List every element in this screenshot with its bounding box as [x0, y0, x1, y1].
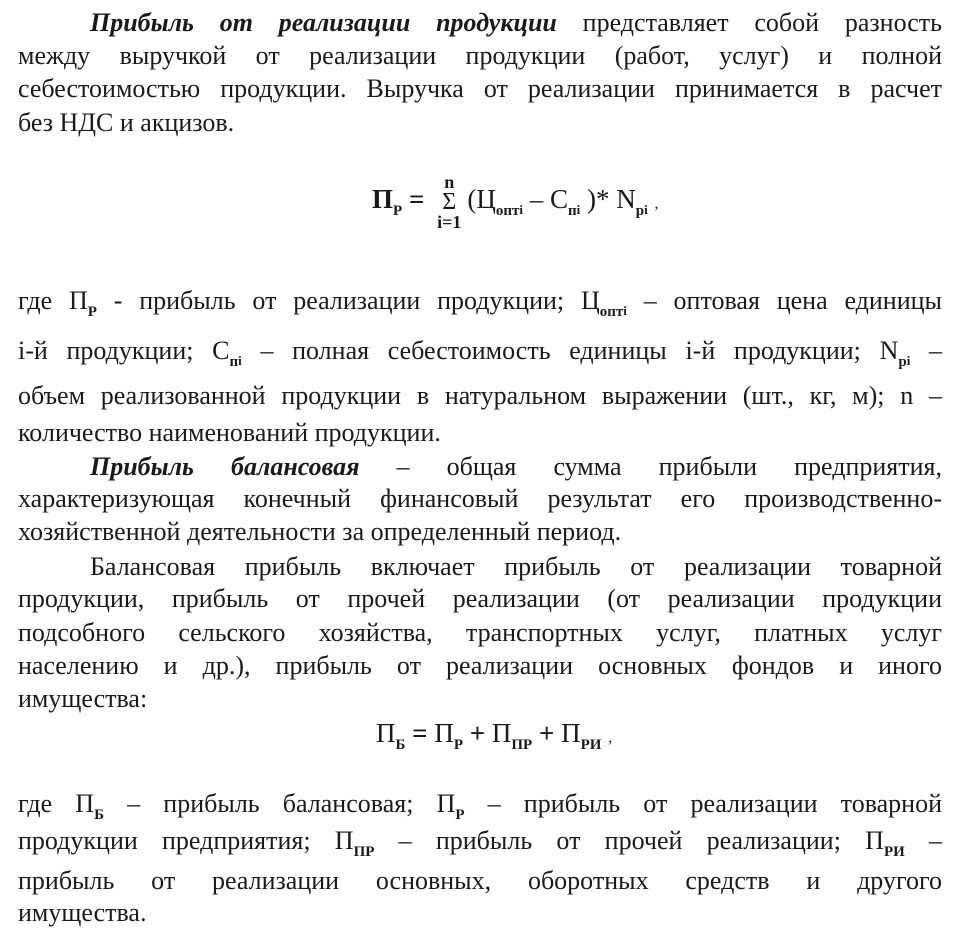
text-segment: – прибыль от реализации товарной — [464, 789, 943, 818]
text-line — [18, 8, 942, 38]
text-segment: – прибыль от прочей реализации; — [374, 826, 866, 855]
text-line — [18, 684, 942, 714]
text-line — [18, 898, 942, 928]
text-segment: населению и др.), прибыль от реализации основных фондов и иного — [18, 651, 942, 680]
text-line — [18, 618, 942, 648]
math-symbol: N — [879, 336, 899, 365]
formula-symbol: П — [434, 718, 454, 748]
math-subscript: i — [623, 303, 627, 318]
text-segment: продукции, прибыль от прочей реализации (от реализации продукции — [18, 584, 942, 613]
sum-upper-limit: n — [444, 172, 455, 192]
math-symbol: П — [334, 826, 354, 855]
math-symbol: С — [212, 336, 230, 365]
formula-symbol: N — [616, 184, 636, 215]
text-segment: прибыль от реализации основных, оборотных средств и другого — [18, 866, 942, 895]
formula-subscript: ПР — [511, 737, 533, 753]
text-segment: – полная себестоимость единицы i-й продукции; — [241, 336, 880, 365]
math-subscript: i — [238, 353, 242, 368]
math-subscript: опт — [599, 304, 624, 320]
math-subscript: ПР — [353, 844, 375, 860]
math-symbol: П — [865, 826, 884, 855]
math-subscript: РИ — [883, 844, 905, 860]
formula-balance-profit — [376, 718, 612, 754]
text-segment: где — [18, 286, 69, 315]
formula-minus: – — [529, 184, 544, 215]
text-line — [18, 336, 942, 377]
paren-close: ) — [587, 184, 597, 215]
emphasized-term: Прибыль балансовая — [90, 452, 360, 481]
formula-subscript: опт — [495, 203, 520, 220]
text-segment: – общая сумма прибыли предприятия, — [359, 452, 942, 481]
text-line — [18, 418, 942, 448]
formula-subscript: p — [635, 203, 645, 220]
text-segment: себестоимостью продукции. Выручка от реализации принимается в расчет — [18, 74, 942, 103]
formula-symbol: С — [549, 184, 568, 215]
text-line — [18, 41, 942, 71]
text-segment: – прибыль балансовая; — [104, 789, 437, 818]
text-segment: хозяйственной деятельности за определенный период. — [18, 517, 622, 546]
formula-comma: , — [654, 195, 659, 213]
formula-symbol: Ц — [476, 184, 496, 215]
math-symbol: Ц — [580, 286, 600, 315]
text-line — [18, 381, 942, 411]
formula-equals: = — [412, 718, 428, 748]
math-subscript: Р — [455, 807, 465, 823]
formula-plus: + — [469, 718, 486, 748]
text-segment: – оптовая цена единицы — [626, 286, 943, 315]
text-segment: подсобного сельского хозяйства, транспортных услуг, платных услуг — [18, 618, 942, 647]
formula-subscript: i — [644, 202, 648, 218]
formula-times: * — [596, 184, 610, 215]
formula-comma: , — [608, 729, 613, 746]
text-line — [18, 552, 942, 582]
math-subscript: p — [898, 354, 907, 370]
formula-symbol: П — [376, 718, 396, 748]
text-segment: – — [904, 826, 942, 855]
formula-symbol: П — [372, 184, 394, 215]
text-segment: где — [18, 789, 76, 818]
text-segment: – — [910, 336, 942, 365]
text-segment: продукции предприятия; — [18, 826, 335, 855]
math-symbol: П — [75, 789, 95, 818]
sum-sign: Σ — [442, 189, 457, 215]
math-subscript: п — [229, 354, 239, 370]
formula-sales-profit — [372, 172, 659, 232]
math-subscript: i — [906, 353, 911, 368]
paren-open: ( — [467, 184, 477, 215]
math-symbol: П — [68, 286, 88, 315]
text-line — [18, 286, 942, 327]
text-segment: Балансовая прибыль включает прибыль от реализации товарной — [90, 552, 942, 581]
text-line — [18, 517, 942, 547]
text-line — [18, 108, 942, 138]
math-subscript: Б — [94, 807, 104, 823]
formula-subscript: Р — [393, 203, 403, 220]
text-segment: характеризующая конечный финансовый результат его производственно- — [18, 484, 942, 513]
emphasized-term: Прибыль от реализации продукции — [90, 8, 557, 37]
formula-symbol: П — [491, 718, 512, 748]
math-subscript: Р — [87, 304, 97, 320]
text-segment: имущества. — [18, 898, 147, 927]
sum-operator — [437, 172, 461, 232]
text-segment: количество наименований продукции. — [18, 418, 441, 447]
text-segment: - прибыль от реализации продукции; — [96, 286, 581, 315]
formula-symbol: П — [561, 718, 581, 748]
text-segment: i-й продукции; — [18, 336, 213, 365]
text-segment: представляет собой разность — [556, 8, 942, 37]
text-line — [18, 452, 942, 482]
text-line — [18, 789, 942, 830]
text-segment: имущества: — [18, 684, 148, 713]
text-segment: без НДС и акцизов. — [18, 108, 235, 137]
formula-subscript: Б — [395, 737, 406, 753]
sum-lower-limit: i=1 — [437, 212, 462, 232]
text-line — [18, 74, 942, 104]
text-segment: между выручкой от реализации продукции (работ, услуг) и полной — [18, 41, 942, 70]
text-line — [18, 484, 942, 514]
text-line — [18, 826, 942, 867]
text-line — [18, 866, 942, 896]
formula-equals: = — [408, 184, 425, 215]
formula-subscript: Р — [453, 737, 463, 753]
formula-subscript: РИ — [580, 737, 602, 753]
formula-subscript: п — [568, 203, 577, 220]
formula-subscript: i — [519, 202, 523, 218]
math-symbol: П — [436, 789, 456, 818]
text-segment: объем реализованной продукции в натуральном выражении (шт., кг, м); n – — [18, 381, 942, 410]
formula-plus: + — [538, 718, 555, 748]
formula-subscript: i — [576, 202, 581, 218]
text-line — [18, 651, 942, 681]
text-line — [18, 584, 942, 614]
